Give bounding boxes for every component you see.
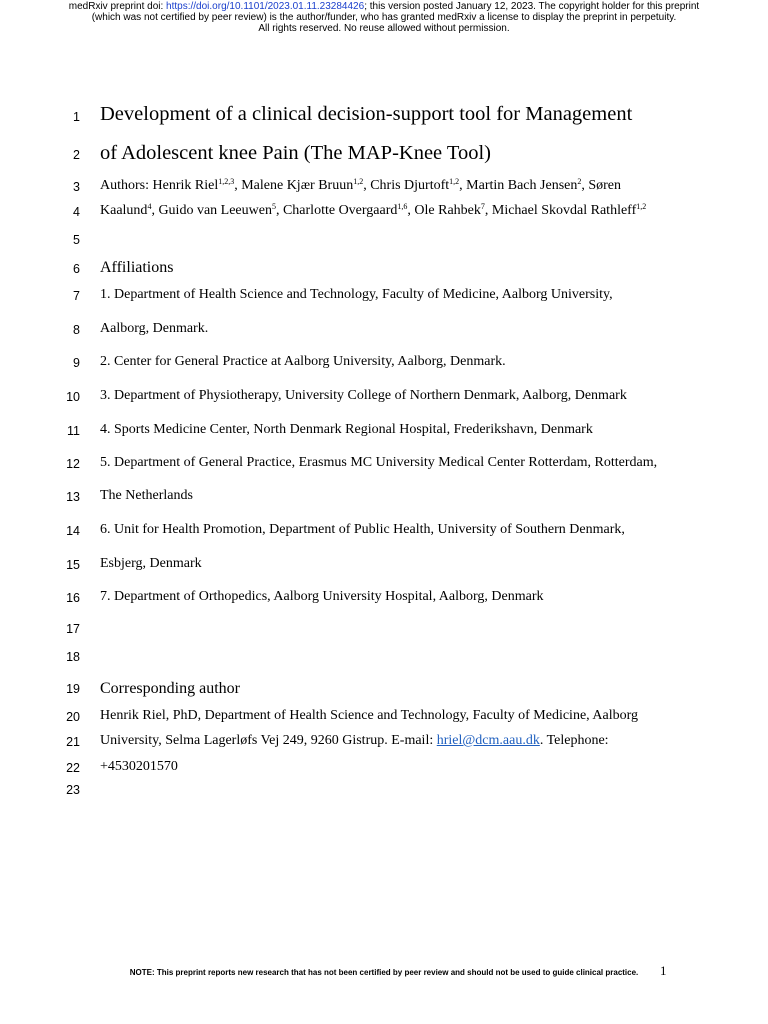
line-number: 19 [66,682,80,696]
line-number: 16 [66,591,80,605]
banner-line-2: (which was not certified by peer review) is the author/funder, who has granted medRxiv a license to display the preprint in perpetuity. [91,12,677,23]
author-name: Michael Skovdal Rathleff [491,203,637,218]
line-number: 22 [66,761,80,775]
author-name: Malene Kjær Bruun [241,178,354,193]
line-number: 5 [73,233,80,247]
author-name: Charlotte Overgaard [282,203,398,218]
author-name-part: Søren [588,178,622,193]
paper-title-line-2: of Adolescent knee Pain (The MAP-Knee Tool) [100,142,492,164]
author-name: Martin Bach Jensen [466,178,578,193]
corresponding-address: University, Selma Lagerløfs Vej 249, 9260 Gistrup. E-mail: [100,733,437,748]
line-number: 1 [73,110,80,124]
line-number: 10 [66,390,80,404]
authors-line-2: Kaalund$^4$, Guido van Leeuwen$^5$, Charlotte Overgaard$^{1,6}$, Ole Rahbek$^7$, Michael Skovdal Rathleff$^{1,2}$ [100,202,647,218]
author-name: Ole Rahbek [414,203,481,218]
author-affiliation-sup: 4 [147,202,152,211]
email-link[interactable]: hriel@dcm.aau.dk [436,733,540,748]
affiliation-line: 7. Department of Orthopedics, Aalborg University Hospital, Aalborg, Denmark [100,589,544,604]
line-number: 14 [66,524,80,538]
line-number: 13 [66,490,80,504]
line-number: 3 [73,180,80,194]
affiliation-line: 2. Center for General Practice at Aalborg University, Aalborg, Denmark. [100,354,506,369]
banner-line-1 [0,1,768,12]
author-affiliation-sup: 1,2 [636,202,647,211]
page-number: 1 [660,963,667,978]
author-affiliation-sup: 1,2,3 [218,177,235,186]
line-number: 6 [73,262,80,276]
affiliation-line: 4. Sports Medicine Center, North Denmark Regional Hospital, Frederikshavn, Denmark [100,422,593,437]
line-number: 21 [66,735,80,749]
author-name-part: Kaalund [100,203,148,218]
line-number: 8 [73,323,80,337]
author-affiliation-sup: 1,2 [449,177,460,186]
author-name: Chris Djurtoft [370,178,450,193]
line-number: 20 [66,710,80,724]
line-number: 15 [66,558,80,572]
line-number: 12 [66,457,80,471]
corresponding-line-1: Henrik Riel, PhD, Department of Health Science and Technology, Faculty of Medicine, Aalborg [100,708,639,723]
affiliation-line: Esbjerg, Denmark [100,556,202,571]
author-name: Guido van Leeuwen [158,203,272,218]
line-number: 9 [73,356,80,370]
preprint-note: NOTE: This preprint reports new research that has not been certified by peer review and should not be used to guide clinical practice. [129,968,639,977]
corresponding-telephone-label: . Telephone: [539,733,609,748]
line-number: 2 [73,148,80,162]
author-affiliation-sup: 7 [480,202,485,211]
banner-line-3: All rights reserved. No reuse allowed without permission. [258,23,510,34]
affiliation-line: Aalborg, Denmark. [100,321,209,336]
corresponding-line-2 [100,733,609,749]
affiliation-line: 6. Unit for Health Promotion, Department of Public Health, University of Southern Denmark, [100,522,625,537]
line-number: 18 [66,650,80,664]
banner-suffix: ; this version posted January 12, 2023. The copyright holder for this preprint [364,1,700,12]
doi-link[interactable]: https://doi.org/10.1101/2023.01.11.23284426 [166,1,365,12]
corresponding-telephone: +4530201570 [100,759,178,774]
affiliation-line: 1. Department of Health Science and Technology, Faculty of Medicine, Aalborg University, [100,287,613,302]
preprint-banner [0,1,768,34]
line-number: 17 [66,622,80,636]
affiliation-line: 3. Department of Physiotherapy, University College of Northern Denmark, Aalborg, Denmark [100,388,627,403]
affiliation-line: The Netherlands [100,488,193,503]
author-affiliation-sup: 2 [577,177,582,186]
author-name: Henrik Riel [152,178,219,193]
author-affiliation-sup: 1,2 [353,177,364,186]
author-affiliation-sup: 1,6 [397,202,408,211]
line-number: 7 [73,289,80,303]
affiliation-line: 5. Department of General Practice, Erasmus MC University Medical Center Rotterdam, Rotterdam, [100,455,658,470]
corresponding-author-heading: Corresponding author [100,680,240,697]
authors-label: Authors: [100,178,153,193]
authors-line-1: Authors: Henrik Riel$^{1,2,3}$, Malene Kjær Bruun$^{1,2}$, Chris Djurtoft$^{1,2}$, Martin Bach Jensen$^2$, Søren [100,177,622,193]
author-affiliation-sup: 5 [271,202,276,211]
line-number: 23 [66,783,80,797]
affiliations-heading: Affiliations [100,259,174,276]
line-number: 4 [73,205,80,219]
paper-title-line-1: Development of a clinical decision-support tool for Management [100,103,633,125]
banner-prefix: medRxiv preprint doi: [68,1,167,12]
line-number: 11 [67,424,80,438]
